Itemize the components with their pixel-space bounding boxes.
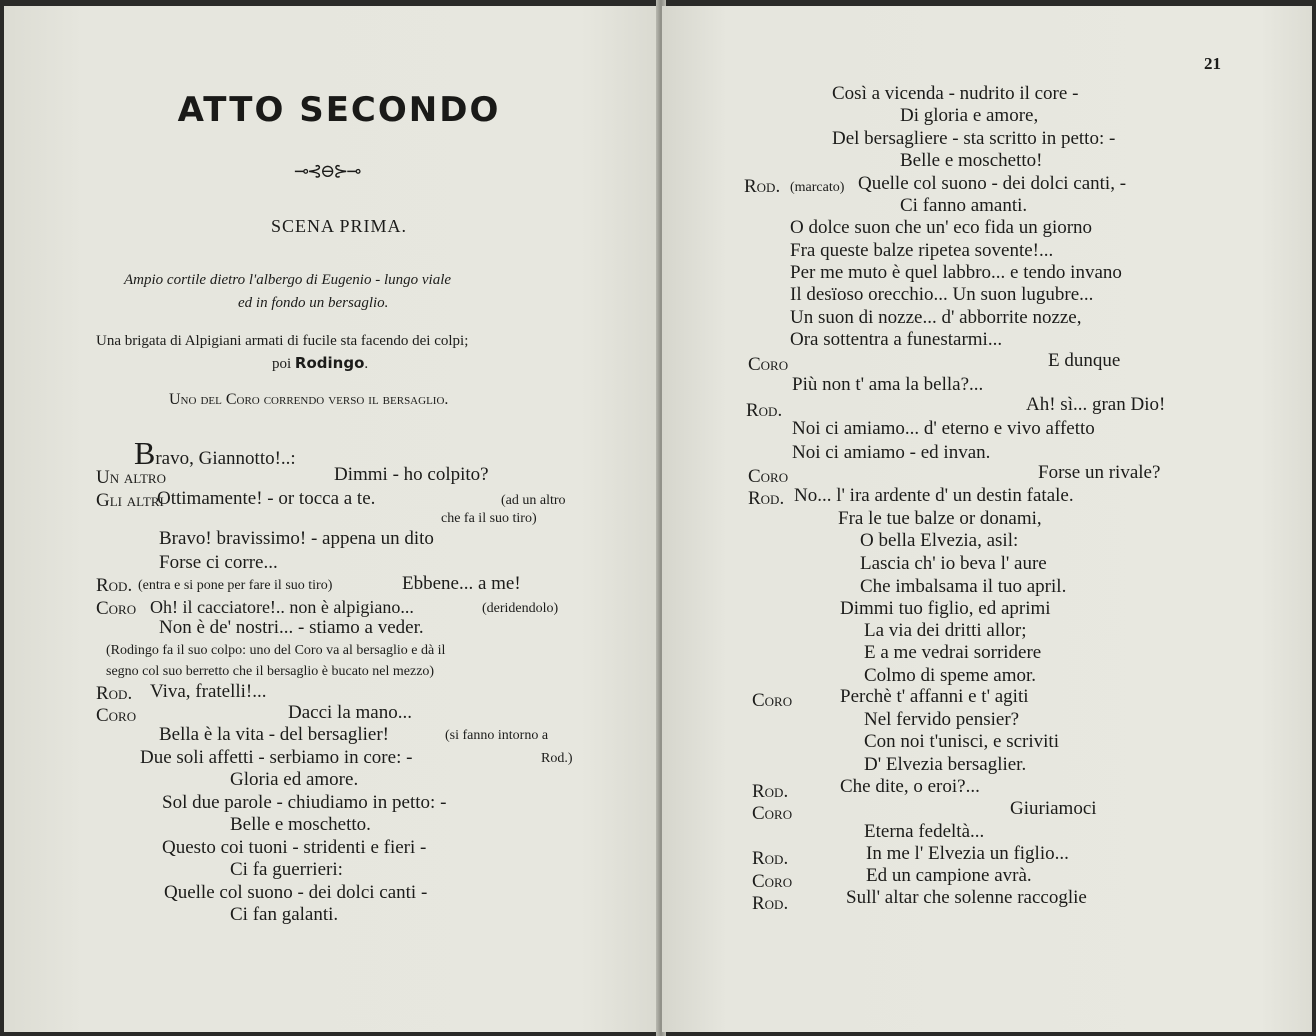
stage-direction: che fa il suo tiro) — [441, 511, 537, 526]
verse-line: Giuriamoci — [1010, 798, 1097, 819]
verse-line: Che dite, o eroi?... — [840, 776, 980, 797]
verse-line: Di gloria e amore, — [900, 105, 1039, 126]
verse-line: Due soli affetti - serbiamo in core: - — [140, 747, 413, 768]
stage-direction-1: Una brigata di Alpigiani armati di fucile sta facendo dei colpi; — [96, 333, 469, 349]
verse-line: Del bersagliere - sta scritto in petto: - — [832, 128, 1116, 149]
speaker: Coro — [96, 598, 137, 619]
verse-line: Un suon di nozze... d' abborrite nozze, — [790, 307, 1082, 328]
stage-direction: (ad un altro — [501, 493, 566, 508]
speaker: Coro — [752, 871, 793, 892]
speaker: Rod. — [752, 848, 789, 869]
verse-line: Con noi t'unisci, e scriviti — [864, 731, 1059, 752]
verse-line: Dimmi tuo figlio, ed aprimi — [840, 598, 1051, 619]
verse-line: Forse un rivale? — [1038, 462, 1161, 483]
speaker: Rod. — [752, 893, 789, 914]
stage-direction: Rod.) — [541, 751, 573, 766]
stage-direction: (deridendolo) — [482, 601, 559, 616]
verse-line: Questo coi tuoni - stridenti e fieri - — [162, 837, 427, 858]
uno-del-coro-direction: Uno del Coro correndo verso il bersaglio. — [169, 391, 449, 408]
verse-line: Fra queste balze ripetea sovente!... — [790, 240, 1054, 261]
verse-line: D' Elvezia bersaglier. — [864, 754, 1027, 775]
verse-line: Ah! sì... gran Dio! — [1026, 394, 1166, 415]
verse-line: Così a vicenda - nudrito il core - — [832, 83, 1079, 104]
stage-direction: (si fanno intorno a — [445, 728, 549, 743]
verse-line: Fra le tue balze or donami, — [838, 508, 1042, 529]
stage-direction: (Rodingo fa il suo colpo: uno del Coro va al bersaglio e dà il — [106, 643, 446, 658]
verse-line: Non è de' nostri... - stiamo a veder. — [159, 617, 424, 638]
verse-line: Dacci la mano... — [288, 702, 412, 723]
verse-line: Sull' altar che solenne raccoglie — [846, 887, 1087, 908]
setting-line-2: ed in fondo un bersaglio. — [238, 295, 389, 311]
verse-line: Noi ci amiamo... d' eterno e vivo affetto — [792, 418, 1095, 439]
verse-line: Forse ci corre... — [159, 552, 278, 573]
stage-direction: segno col suo berretto che il bersaglio è bucato nel mezzo) — [106, 664, 435, 679]
setting-line-1: Ampio cortile dietro l'albergo di Eugenio - lungo viale — [124, 272, 452, 288]
verse-line: Colmo di speme amor. — [864, 665, 1037, 686]
speaker: Rod. — [748, 488, 785, 509]
ornament: ⊸⊰⊖⊱⊸ — [294, 161, 360, 181]
speaker: Coro — [748, 354, 789, 375]
act-title: ATTO SECONDO — [177, 90, 501, 130]
verse-line: Belle e moschetto! — [900, 150, 1043, 171]
verse-line: Dimmi - ho colpito? — [334, 464, 489, 485]
speaker: Un altro — [96, 467, 166, 488]
verse-line: Più non t' ama la bella?... — [792, 374, 984, 395]
stage-direction-2 — [272, 352, 368, 375]
verse-line: Sol due parole - chiudiamo in petto: - — [162, 792, 447, 813]
verse-line: Gloria ed amore. — [230, 769, 359, 790]
verse-line: Viva, fratelli!... — [150, 681, 267, 702]
speaker: Gli altri — [96, 490, 164, 511]
verse-line: E dunque — [1048, 350, 1121, 371]
verse-line: Nel fervido pensier? — [864, 709, 1020, 730]
verse-line: O bella Elvezia, asil: — [860, 530, 1019, 551]
verse-line: Eterna fedeltà... — [864, 821, 985, 842]
character-name-rodingo: Rodingo — [294, 354, 365, 372]
verse-line: Oh! il cacciatore!.. non è alpigiano... — [150, 597, 414, 617]
verse-line: Lascia ch' io beva l' aure — [860, 553, 1047, 574]
speaker: Rod. — [752, 781, 789, 802]
verse-line: Ebbene... a me! — [402, 573, 521, 594]
speaker: Coro — [96, 705, 137, 726]
speaker: Coro — [752, 803, 793, 824]
stage-direction-2-pre: poi — [272, 356, 292, 372]
verse-line: Ci fa guerrieri: — [230, 859, 343, 880]
speaker: Rod. — [744, 176, 781, 197]
speaker: Rod. — [746, 400, 783, 421]
speaker: Rod. — [96, 575, 133, 596]
verse-line — [134, 435, 296, 471]
verse-line: Quelle col suono - dei dolci canti - — [164, 882, 428, 903]
verse-line: Per me muto è quel labbro... e tendo invano — [790, 262, 1122, 283]
verse-line: Il desïoso orecchio... Un suon lugubre... — [790, 284, 1094, 305]
verse-line: Ci fan galanti. — [230, 904, 339, 925]
stage-direction: (entra e si pone per fare il suo tiro) — [138, 578, 333, 593]
verse-line: Ed un campione avrà. — [866, 865, 1032, 886]
verse-line: No... l' ira ardente d' un destin fatale. — [794, 485, 1074, 506]
verse-line: Che imbalsama il tuo april. — [860, 576, 1067, 597]
verse-line: La via dei dritti allor; — [864, 620, 1027, 641]
verse-line: Ci fanno amanti. — [900, 195, 1028, 216]
verse-line: Perchè t' affanni e t' agiti — [840, 686, 1029, 707]
verse-line: Noi ci amiamo - ed invan. — [792, 442, 991, 463]
speaker: Coro — [748, 466, 789, 487]
verse-line: Bella è la vita - del bersaglier! — [159, 724, 390, 745]
verse-line: Quelle col suono - dei dolci canti, - — [858, 173, 1127, 194]
speaker: Coro — [752, 690, 793, 711]
verse-line: Belle e moschetto. — [230, 814, 371, 835]
speaker: Rod. — [96, 683, 133, 704]
stage-direction-2-post: . — [364, 356, 369, 372]
verse-text: ravo, Giannotto!..: — [155, 448, 296, 469]
page-number: 21 — [1204, 54, 1221, 73]
verse-line: E a me vedrai sorridere — [864, 642, 1042, 663]
scene-heading: SCENA PRIMA. — [270, 216, 408, 236]
verse-line: Ora sottentra a funestarmi... — [790, 329, 1003, 350]
drop-cap: B — [134, 435, 156, 471]
verse-line: Ottimamente! - or tocca a te. — [157, 488, 376, 509]
verse-line: In me l' Elvezia un figlio... — [866, 843, 1069, 864]
verse-line: Bravo! bravissimo! - appena un dito — [159, 528, 434, 549]
left-page — [4, 6, 660, 1032]
stage-direction: (marcato) — [790, 180, 845, 195]
verse-line: O dolce suon che un' eco fida un giorno — [790, 217, 1093, 238]
